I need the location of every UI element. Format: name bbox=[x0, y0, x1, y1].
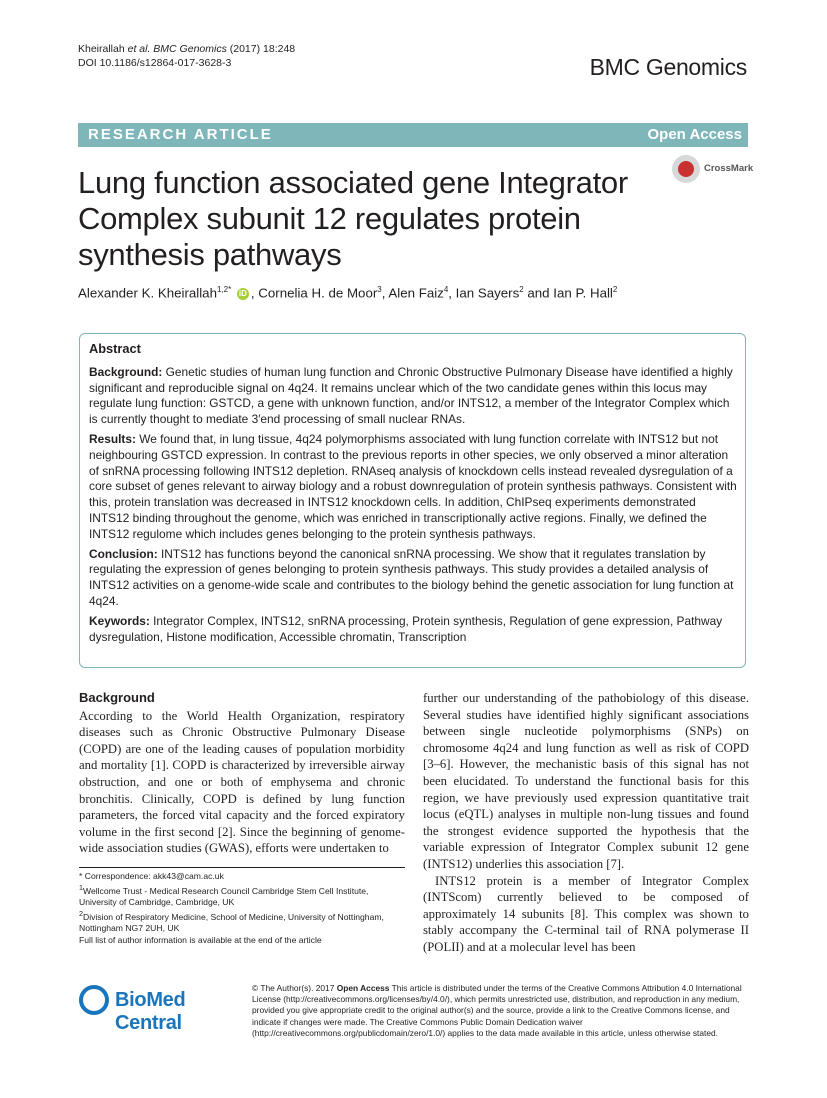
full-list-note: Full list of author information is available at the end of the article bbox=[79, 934, 322, 945]
citation-header bbox=[78, 42, 295, 70]
abstract-conclusion: Conclusion: INTS12 has functions beyond the canonical snRNA processing. We show that it regulates translation by regulating the expression of genes belonging to protein synthesis pathways. This study provides a detailed analysis of INTS12 activities on a genome-wide scale and contributes to the biology behind the genetic association for lung function at 4q24. bbox=[89, 546, 734, 608]
author-name: , Alen Faiz bbox=[381, 285, 444, 301]
biomed-central-icon bbox=[79, 985, 109, 1015]
citation-year: (2017) 18:248 bbox=[226, 43, 296, 55]
body-column-left bbox=[79, 690, 405, 857]
author-name: and Ian P. Hall bbox=[523, 285, 613, 301]
body-column-right bbox=[423, 690, 749, 956]
affiliation: $^1$Wellcome Trust - Medical Research Council Cambridge Stem Cell Institute, University of Cambridge, Cambridge, UK bbox=[79, 883, 369, 908]
crossmark-badge[interactable] bbox=[672, 155, 754, 187]
abstract-background: Background: Genetic studies of human lung function and Chronic Obstructive Pulmonary Disease have identified a highly significant and reproducible signal on 4q24. It remains unclear which of the two candidate genes within this locus may regulate lung function: GSTCD, a gene with unknown function, and/or INTS12, a member of the Integrator Complex which is currently thought to mediate 3′end processing of small nuclear RNAs. bbox=[89, 364, 733, 427]
article-title: Lung function associated gene Integrator Complex subunit 12 regulates protein synthesis pathways bbox=[78, 165, 628, 272]
crossmark-label: CrossMark bbox=[704, 163, 754, 174]
author-name: , Cornelia H. de Moor bbox=[250, 285, 378, 301]
correspondence[interactable]: * Correspondence: akk43@cam.ac.uk bbox=[79, 871, 224, 881]
article-type-banner bbox=[78, 123, 748, 147]
abstract-keywords: Keywords: Integrator Complex, INTS12, snRNA processing, Protein synthesis, Regulation of gene expression, Pathway dysregulation, Histone modification, Accessible chromatin, Transcription bbox=[89, 613, 723, 644]
body-paragraph: According to the World Health Organization, respiratory diseases such as Chronic Obstructive Pulmonary Disease (COPD) are one of the leading causes of population morbidity and mortality [1]. COPD is characterized by irreversible airway obstruction, and one or both of emphysema and chronic bronchitis. Clinically, COPD is defined by lung function parameters, the forced vital capacity and the forced expiratory volume in the first second [2]. Since the beginning of genome-wide association studies (GWAS), efforts were undertaken to bbox=[79, 708, 405, 856]
open-access-label: Open Access bbox=[647, 126, 742, 143]
doi[interactable]: DOI 10.1186/s12864-017-3628-3 bbox=[78, 57, 232, 69]
citation-authors: Kheirallah bbox=[78, 43, 128, 55]
journal-logo: BMC Genomics bbox=[589, 54, 747, 80]
body-paragraph: INTS12 protein is a member of Integrator Complex (INTScom) currently believed to be composed of approximately 14 subunits [8]. This complex was shown to stably accompany the C-terminal tail of RNA polymerase II (POLII) and at a molecular level has been bbox=[423, 873, 749, 954]
author-name: Alexander K. Kheirallah bbox=[78, 285, 217, 301]
section-heading-background: Background bbox=[79, 690, 155, 705]
article-type-label: RESEARCH ARTICLE bbox=[88, 126, 273, 143]
publisher-logo-text: BioMed Central bbox=[115, 989, 186, 1034]
author-name: , Ian Sayers bbox=[448, 285, 520, 301]
body-paragraph: further our understanding of the pathobiology of this disease. Several studies have identified highly significant associations between single nucleotide polymorphisms (SNPs) on chromosome 4q24 and lung function as well as risk of COPD [3–6]. However, the mechanistic basis of this signal has not been elucidated. To understand the functional basis for this region, we have previously used expression quantitative trait locus (eQTL) analyses in multiple non-lung tissues and found the strongest evidence supported the hypothesis that the variable expression of Integrator Complex subunit 12 gene (INTS12) underlies this association [7]. bbox=[423, 691, 749, 871]
publisher-logo bbox=[79, 985, 239, 1034]
crossmark-icon bbox=[672, 155, 700, 183]
author-list: Alexander K. Kheirallah$^{1,2*}$ iD , Cornelia H. de Moor$^3$, Alen Faiz$^4$, Ian Sayers$^2$ and Ian P. Hall$^2$ bbox=[78, 285, 618, 301]
citation-journal: et al. BMC Genomics bbox=[127, 43, 227, 55]
abstract-heading: Abstract bbox=[89, 341, 141, 356]
license-statement: © The Author(s). 2017 Open Access This article is distributed under the terms of the Creative Commons Attribution 4.0 International License (http://creativecommons.org/licenses/by/4.0/), which permits unrestricted use, distribution, and reproduction in any medium, provided you give appropriate credit to the original author(s) and the source, provide a link to the Creative Commons license, and indicate if changes were made. The Creative Commons Public Domain Dedication waiver (http://creativecommons.org/publicdomain/zero/1.0/) applies to the data made available in this article, unless otherwise stated. bbox=[252, 983, 742, 1038]
footnotes bbox=[79, 867, 405, 946]
orcid-icon[interactable]: iD bbox=[238, 288, 247, 298]
affiliation: $^2$Division of Respiratory Medicine, School of Medicine, University of Nottingham, Nottingham NG7 2UH, UK bbox=[79, 909, 384, 934]
abstract-results: Results: We found that, in lung tissue, 4q24 polymorphisms associated with lung function correlate with INTS12 but not neighbouring GSTCD expression. In contrast to the previous reports in other species, we only observed a minor alteration of snRNA processing following INTS12 depletion. RNAseq analysis of knockdown cells instead revealed dysregulation of a core subset of genes relevant to airway biology and a robust downregulation of protein synthesis pathways. Consistent with this, protein translation was decreased in INTS12 knockdown cells. In addition, ChIPseq experiments demonstrated INTS12 binding throughout the genome, which was enriched in transcriptionally active regions. Finally, we defined the INTS12 regulome which includes genes belonging to the protein synthesis pathways. bbox=[89, 431, 737, 541]
abstract-box bbox=[79, 333, 746, 668]
